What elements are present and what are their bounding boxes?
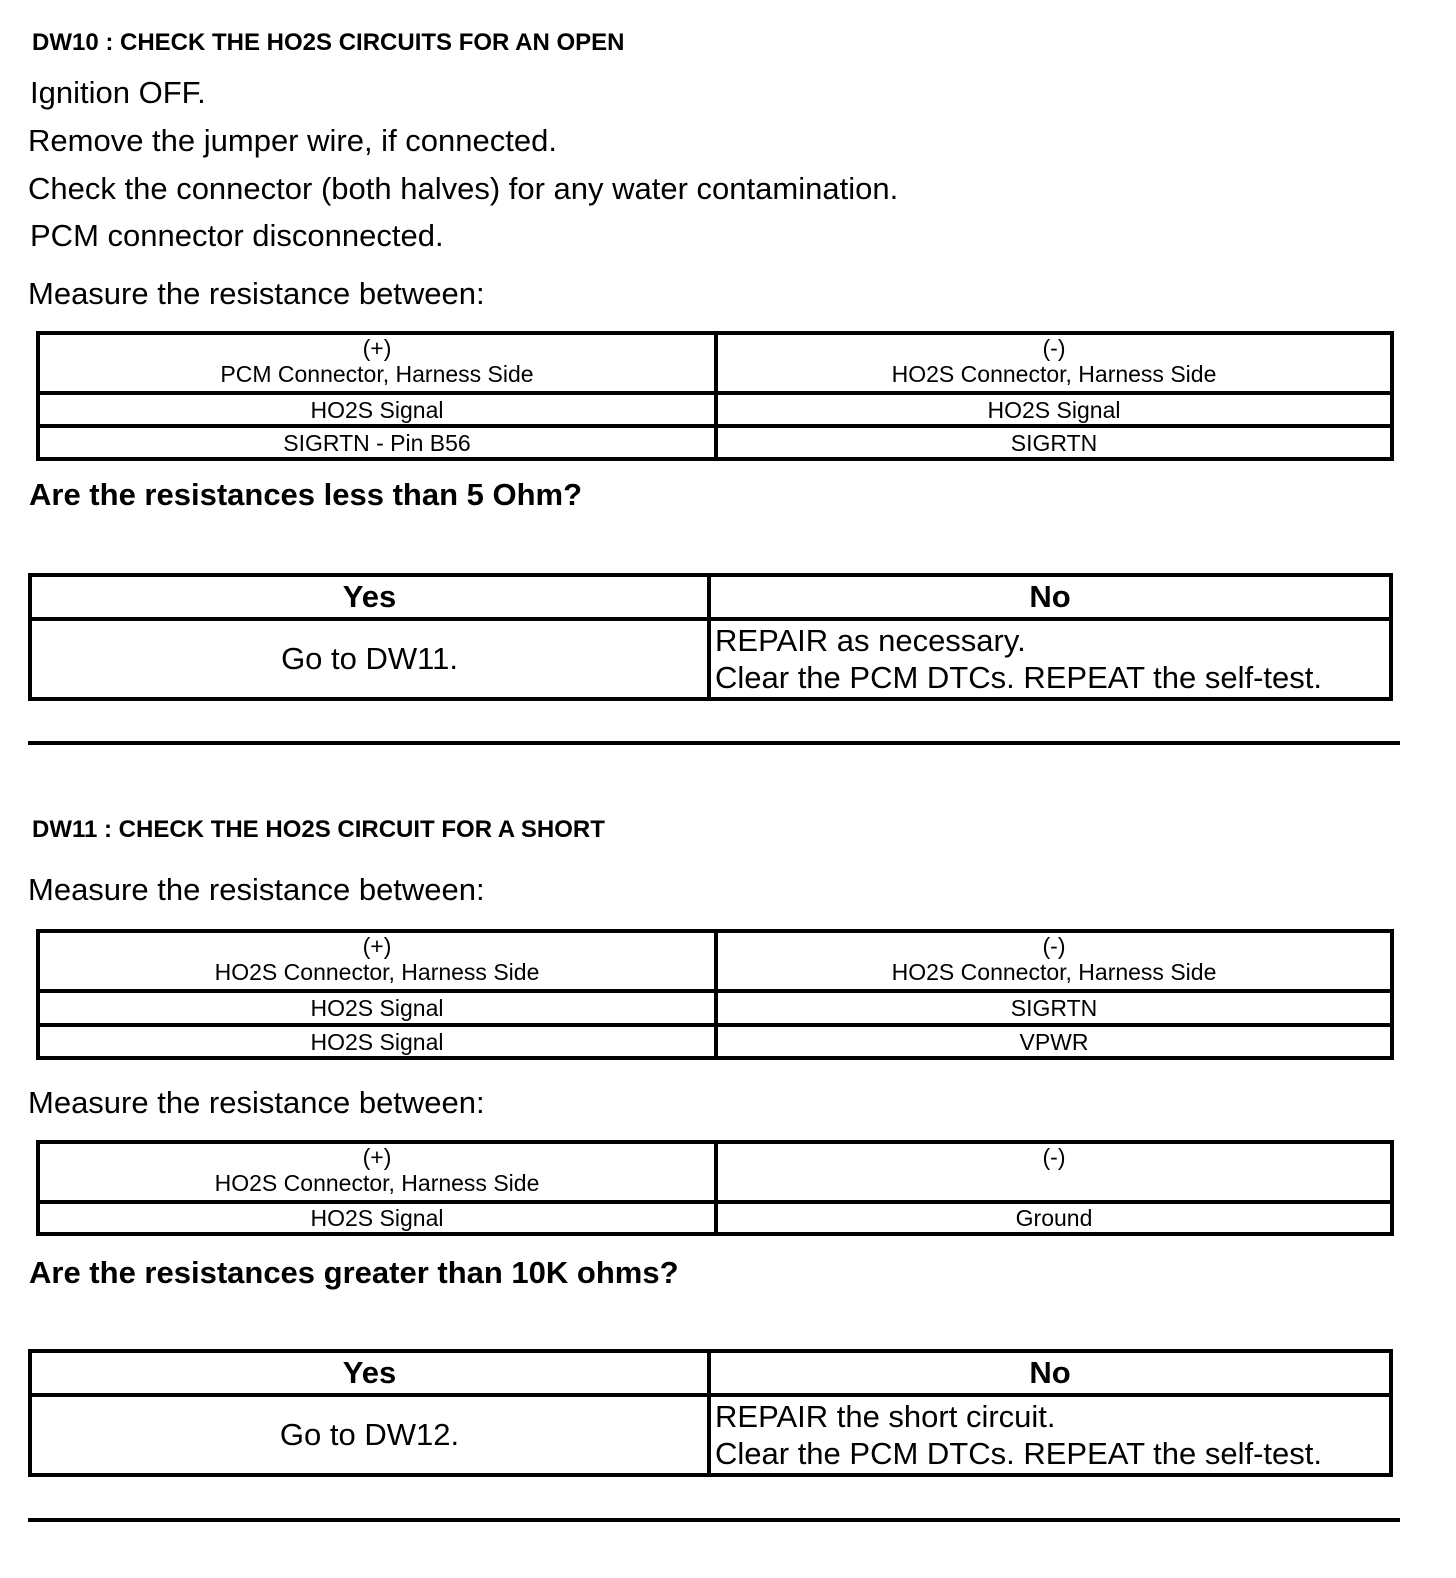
dw10-question: Are the resistances less than 5 Ohm? — [29, 477, 583, 512]
plus-header: PCM Connector, Harness Side — [220, 361, 534, 387]
table-header-row — [38, 931, 1392, 991]
minus-header-cell — [716, 333, 1392, 393]
yes-label: Yes — [30, 575, 709, 619]
yes-action: Go to DW12. — [30, 1395, 709, 1475]
plus-symbol: (+) — [362, 335, 392, 361]
no-label: No — [709, 1351, 1391, 1395]
plus-header-cell — [38, 931, 716, 991]
table-row — [38, 393, 1392, 426]
plus-cell: HO2S Signal — [38, 393, 716, 426]
plus-cell: HO2S Signal — [38, 991, 716, 1025]
plus-symbol: (+) — [362, 1144, 392, 1170]
dw10-title: DW10 : CHECK THE HO2S CIRCUITS FOR AN OPEN — [32, 29, 625, 56]
plus-cell: HO2S Signal — [38, 1202, 716, 1234]
minus-cell: SIGRTN — [716, 426, 1392, 459]
table-row — [38, 1202, 1392, 1234]
section-divider — [28, 741, 1400, 745]
section-divider — [28, 1518, 1400, 1522]
plus-header: HO2S Connector, Harness Side — [214, 959, 540, 985]
no-action-line-1: REPAIR the short circuit. — [715, 1399, 1056, 1434]
yes-label: Yes — [30, 1351, 709, 1395]
plus-header: HO2S Connector, Harness Side — [214, 1170, 540, 1196]
dw11-resistance-table-1 — [36, 929, 1394, 1060]
dw11-title: DW11 : CHECK THE HO2S CIRCUIT FOR A SHORT — [32, 816, 605, 843]
minus-cell: VPWR — [716, 1025, 1392, 1058]
minus-symbol: (-) — [1042, 1144, 1066, 1170]
minus-header-cell — [716, 931, 1392, 991]
no-action-line-2: Clear the PCM DTCs. REPEAT the self-test. — [715, 660, 1322, 695]
minus-cell: Ground — [716, 1202, 1392, 1234]
no-label: No — [709, 575, 1391, 619]
minus-header-cell — [716, 1142, 1392, 1202]
decision-header-row — [30, 1351, 1391, 1395]
minus-header: HO2S Connector, Harness Side — [891, 361, 1217, 387]
dw10-step-2: Remove the jumper wire, if connected. — [28, 123, 557, 158]
decision-action-row — [30, 619, 1391, 699]
dw11-resistance-table-2 — [36, 1140, 1394, 1236]
no-action — [709, 1395, 1391, 1475]
dw10-step-1: Ignition OFF. — [30, 75, 206, 110]
plus-symbol: (+) — [362, 933, 392, 959]
plus-cell: SIGRTN - Pin B56 — [38, 426, 716, 459]
minus-cell: SIGRTN — [716, 991, 1392, 1025]
dw11-question: Are the resistances greater than 10K ohms? — [29, 1255, 679, 1290]
no-action-line-2: Clear the PCM DTCs. REPEAT the self-test. — [715, 1436, 1322, 1471]
minus-header: HO2S Connector, Harness Side — [891, 959, 1217, 985]
dw10-step-3: Check the connector (both halves) for any water contamination. — [28, 171, 899, 206]
minus-cell: HO2S Signal — [716, 393, 1392, 426]
dw11-measure-label-2: Measure the resistance between: — [28, 1085, 485, 1120]
dw11-measure-label-1: Measure the resistance between: — [28, 872, 485, 907]
plus-header-cell — [38, 1142, 716, 1202]
minus-symbol: (-) — [1042, 335, 1066, 361]
table-row — [38, 426, 1392, 459]
table-header-row — [38, 333, 1392, 393]
table-header-row — [38, 1142, 1392, 1202]
dw10-resistance-table — [36, 331, 1394, 461]
table-row — [38, 991, 1392, 1025]
table-row — [38, 1025, 1392, 1058]
dw10-measure-label: Measure the resistance between: — [28, 276, 485, 311]
plus-cell: HO2S Signal — [38, 1025, 716, 1058]
dw10-decision-table — [28, 573, 1393, 701]
no-action-line-1: REPAIR as necessary. — [715, 623, 1026, 658]
plus-header-cell — [38, 333, 716, 393]
decision-header-row — [30, 575, 1391, 619]
yes-action: Go to DW11. — [30, 619, 709, 699]
no-action — [709, 619, 1391, 699]
dw11-decision-table — [28, 1349, 1393, 1477]
dw10-step-4: PCM connector disconnected. — [30, 218, 444, 253]
decision-action-row — [30, 1395, 1391, 1475]
minus-symbol: (-) — [1042, 933, 1066, 959]
